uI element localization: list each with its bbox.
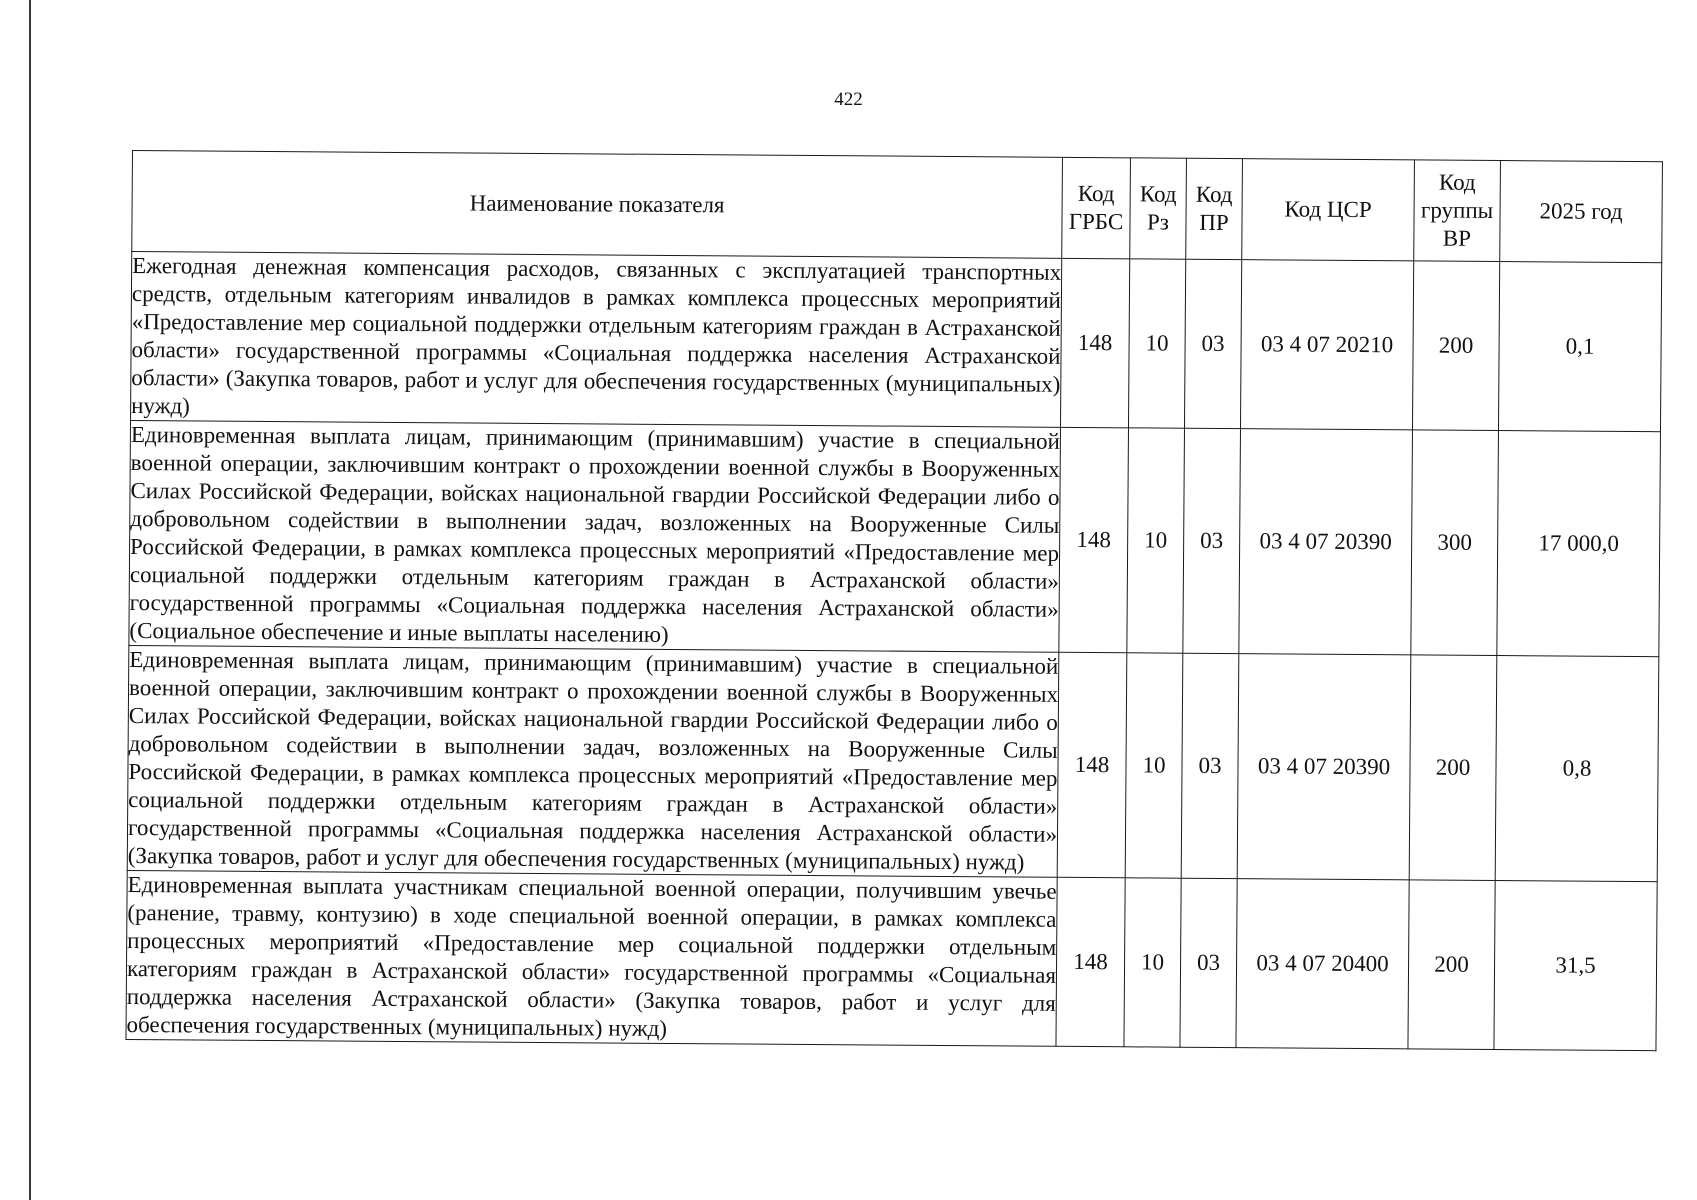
row-name: Единовременная выплата лицам, принимающим (принимавшим) участие в специальной военной операции, заключившим контракт о прохождении военной службы в Вооруженных Силах Российской Федерации, войсках национальной гвардии Российской Федерации либо о добровольном содействии в выполнении задач, возложенных на Вооруженные Силы Российской Федерации, в рамках комплекса процессных мероприятий «Предоставление мер социальной поддержки отдельным категориям граждан в Астраханской области» государственной программы «Социальная поддержка населения Астраханской области» (Закупка товаров, работ и услуг для обеспечения государственных (муниципальных) нужд) <box>127 645 1059 877</box>
row-pr: 03 <box>1184 259 1241 428</box>
row-vr: 200 <box>1408 880 1495 1050</box>
table-header-row <box>132 151 1663 263</box>
header-name: Наименование показателя <box>132 151 1063 259</box>
row-name: Единовременная выплата участникам специальной военной операции, получившим увечье (ранение, травму, контузию) в ходе специальной военной операции, в рамках комплекса процессных мероприятий «Предоставление мер социальной поддержки отдельным категориям граждан в Астраханской области» государственной программы «Социальная поддержка населения Астраханской области» (Закупка товаров, работ и услуг для обеспечения государственных (муниципальных) нужд) <box>126 870 1057 1046</box>
row-pr: 03 <box>1180 878 1237 1047</box>
row-vr: 200 <box>1412 261 1499 431</box>
scan-edge-line <box>29 0 31 1200</box>
header-pr: Код ПР <box>1186 158 1243 259</box>
budget-table-container <box>125 150 1661 1051</box>
row-amount: 0,8 <box>1495 656 1659 882</box>
header-vr: Код группы ВР <box>1414 160 1501 262</box>
row-csr: 03 4 07 20400 <box>1236 879 1409 1049</box>
row-rz: 10 <box>1125 653 1183 878</box>
row-amount: 31,5 <box>1494 881 1657 1051</box>
row-csr: 03 4 07 20210 <box>1240 260 1413 430</box>
row-name: Ежегодная денежная компенсация расходов, связанных с эксплуатацией транспортных средств, отдельным категориям инвалидов в рамках комплекса процессных мероприятий «Предоставление мер социальной поддержки отдельным категориям граждан в Астраханской области» государственной программы «Социальная поддержка населения Астраханской области» (Закупка товаров, работ и услуг для обеспечения государственных (муниципальных) нужд) <box>131 252 1062 428</box>
row-name: Единовременная выплата лицам, принимающим (принимавшим) участие в специальной военной операции, заключившим контракт о прохождении военной службы в Вооруженных Силах Российской Федерации, войсках национальной гвардии Российской Федерации либо о добровольном содействии в выполнении задач, возложенных на Вооруженные Силы Российской Федерации, в рамках комплекса процессных мероприятий «Предоставление мер социальной поддержки отдельным категориям граждан в Астраханской области» государственной программы «Социальная поддержка населения Астраханской области» (Социальное обеспечение и иные выплаты населению) <box>129 420 1061 652</box>
header-csr: Код ЦСР <box>1242 159 1415 261</box>
row-amount: 17 000,0 <box>1497 431 1661 657</box>
row-vr: 200 <box>1409 655 1497 881</box>
row-grbs: 148 <box>1059 427 1129 652</box>
row-pr: 03 <box>1183 428 1241 653</box>
row-rz: 10 <box>1128 259 1185 428</box>
row-amount: 0,1 <box>1498 262 1661 432</box>
header-grbs: Код ГРБС <box>1062 157 1131 258</box>
table-row <box>127 645 1659 881</box>
row-pr: 03 <box>1181 653 1239 878</box>
table-row <box>126 870 1657 1050</box>
row-csr: 03 4 07 20390 <box>1237 654 1411 880</box>
row-rz: 10 <box>1124 878 1181 1047</box>
row-vr: 300 <box>1411 430 1499 656</box>
page-number: 422 <box>834 89 863 110</box>
row-grbs: 148 <box>1060 258 1129 427</box>
table-row <box>129 420 1661 656</box>
row-grbs: 148 <box>1056 877 1125 1046</box>
row-rz: 10 <box>1127 428 1185 653</box>
header-rz: Код Рз <box>1130 158 1187 259</box>
table-row <box>131 252 1662 432</box>
header-year: 2025 год <box>1500 161 1663 263</box>
row-csr: 03 4 07 20390 <box>1239 429 1413 655</box>
budget-table <box>125 150 1662 1051</box>
row-grbs: 148 <box>1057 652 1127 877</box>
